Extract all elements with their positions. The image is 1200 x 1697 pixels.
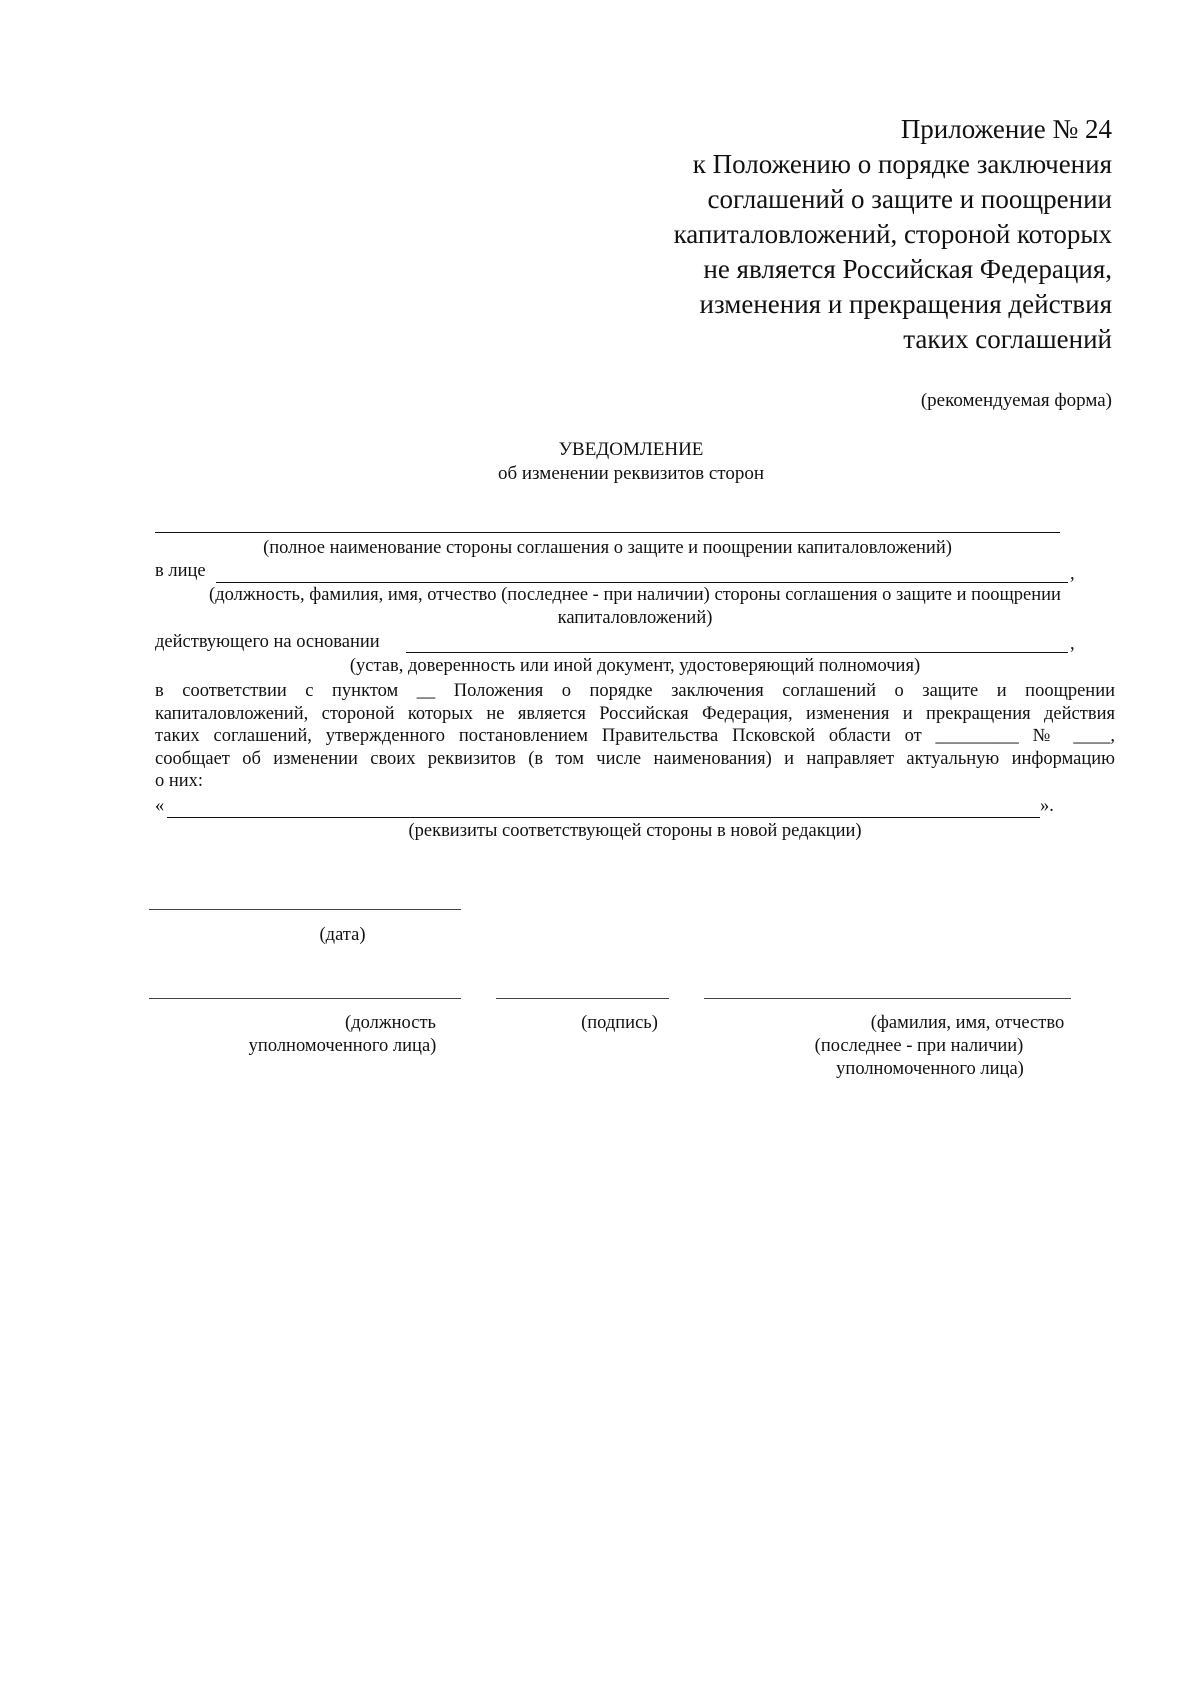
party-name-field[interactable] <box>155 532 1060 533</box>
position-field[interactable] <box>149 998 461 999</box>
paragraph-line: сообщает об изменении своих реквизитов (в том числе наименования) и направляет актуальную информацию <box>155 748 1115 769</box>
appendix-line: соглашений о защите и поощрении <box>707 184 1112 214</box>
position-caption <box>149 1012 536 1058</box>
full-name-caption-line: (последнее - при наличии) <box>814 1036 1024 1056</box>
acting-basis-field[interactable] <box>406 652 1068 653</box>
appendix-line: к Положению о порядке заключения <box>692 149 1112 179</box>
signature-caption: (подпись) <box>581 1013 658 1033</box>
full-name-caption <box>760 1012 1090 1081</box>
recommended-form-note: (рекомендуемая форма) <box>920 390 1112 411</box>
full-name-caption-line: (фамилия, имя, отчество <box>870 1013 1065 1033</box>
paragraph-line: в соответствии с пунктом __ Положения о порядке заключения соглашений о защите и поощрении <box>155 681 1115 701</box>
full-name-caption-line: уполномоченного лица) <box>836 1059 1024 1079</box>
acting-basis-caption: (устав, доверенность или иной документ, удостоверяющий полномочия) <box>349 656 921 676</box>
requisites-field[interactable] <box>167 817 1040 818</box>
acting-basis-comma: , <box>1070 634 1075 654</box>
paragraph-line: таких соглашений, утвержденного постановлением Правительства Псковской области от _________ № ____, <box>155 726 1115 746</box>
represented-by-caption-line: капиталовложений) <box>557 608 713 628</box>
signature-field[interactable] <box>496 998 669 999</box>
requisites-caption: (реквизиты соответствующей стороны в новой редакции) <box>408 821 862 841</box>
requisites-open-quote: « <box>155 796 165 816</box>
paragraph-line: о них: <box>155 771 204 791</box>
appendix-line: капиталовложений, стороной которых <box>673 219 1112 249</box>
paragraph-line: капиталовложений, стороной которых не является Российская Федерация, изменения и прекращения действия <box>155 703 1115 724</box>
represented-by-caption-line: (должность, фамилия, имя, отчество (последнее - при наличии) стороны соглашения о защите и поощрении <box>209 585 1061 605</box>
date-field[interactable] <box>149 909 461 910</box>
position-caption-line: (должность <box>345 1013 436 1033</box>
appendix-line: изменения и прекращения действия <box>699 289 1112 319</box>
represented-by-comma: , <box>1070 564 1075 584</box>
requisites-close-quote: ». <box>1040 796 1054 816</box>
position-caption-line: уполномоченного лица) <box>248 1036 437 1056</box>
appendix-line: таких соглашений <box>903 324 1112 354</box>
appendix-header <box>472 112 1112 357</box>
date-caption: (дата) <box>319 925 366 945</box>
document-title-block <box>150 438 1112 486</box>
appendix-line: Приложение № 24 <box>900 114 1112 144</box>
appendix-line: не является Российская Федерация, <box>703 254 1112 284</box>
document-title: УВЕДОМЛЕНИЕ <box>558 439 704 460</box>
represented-by-caption <box>155 584 1115 630</box>
represented-by-field[interactable] <box>216 582 1068 583</box>
document-subtitle: об изменении реквизитов сторон <box>497 463 765 484</box>
acting-basis-label: действующего на основании <box>155 632 380 652</box>
represented-by-label: в лице <box>155 561 206 581</box>
full-name-field[interactable] <box>704 998 1071 999</box>
party-name-caption: (полное наименование стороны соглашения о защите и поощрении капиталовложений) <box>263 538 952 558</box>
notice-paragraph <box>155 680 1115 793</box>
